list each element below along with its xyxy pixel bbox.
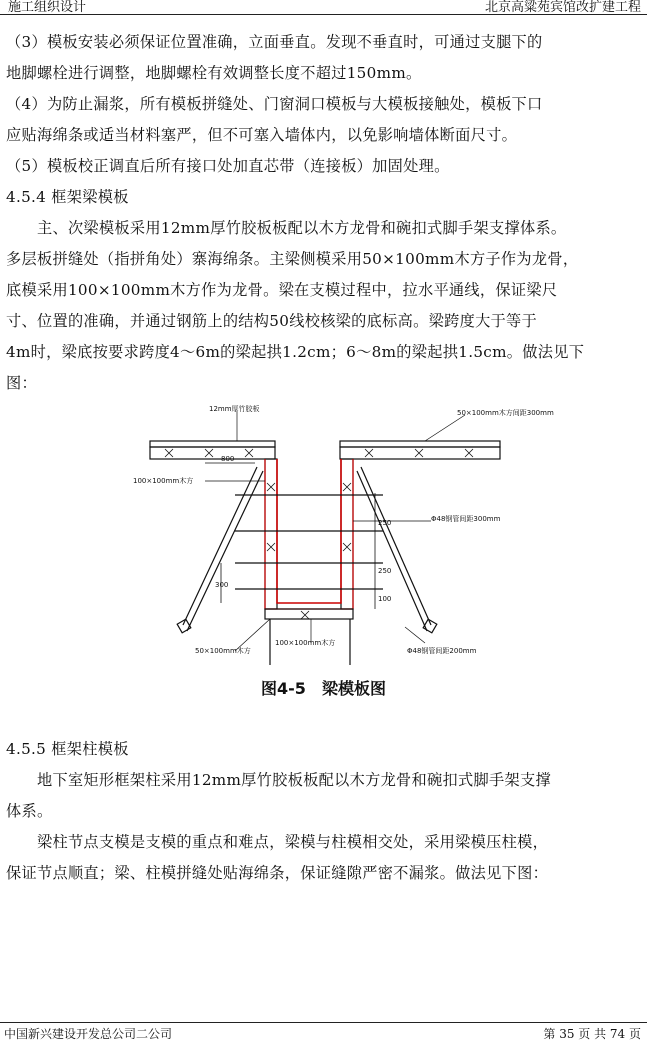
dim-250b: 250 <box>378 567 392 575</box>
timber-cross <box>365 449 373 457</box>
timber-cross <box>267 483 275 491</box>
label-bottom-mid: 100×100mm木方 <box>275 639 336 647</box>
paragraph-line: 保证节点顺直；梁、柱模拼缝处贴海绵条，保证缝隙严密不漏浆。做法见下图： <box>6 864 549 882</box>
timber-cross <box>245 449 253 457</box>
label-bottom-right: Φ48钢管间距200mm <box>407 647 477 655</box>
paragraph-line: 主、次梁模板采用12mm厚竹胶板板配以木方龙骨和碗扣式脚手架支撑体系。 <box>6 219 567 237</box>
paragraph-line: 寸、位置的准确，并通过钢筋上的结构50线校核梁的底标高。梁跨度大于等于 <box>6 312 538 330</box>
timber-cross <box>415 449 423 457</box>
leader-top-right <box>425 415 465 441</box>
timber-cross <box>301 611 309 619</box>
paragraph-line: 地下室矩形框架柱采用12mm厚竹胶板板配以木方龙骨和碗扣式脚手架支撑 <box>6 771 551 789</box>
paragraph-line: （3）模板安装必须保证位置准确，立面垂直。发现不垂直时，可通过支腿下的 <box>6 33 543 51</box>
brace-right <box>361 467 431 625</box>
page-number: 第 35 页 共 74 页 <box>543 1027 641 1041</box>
page-header <box>0 0 647 16</box>
dim-800: 800 <box>221 455 235 463</box>
label-steel-pipe: Φ48钢管间距300mm <box>431 515 501 523</box>
slab-timber-right <box>340 447 500 459</box>
label-board: 12mm厚竹胶板 <box>209 405 260 413</box>
paragraph-line: （5）模板校正调直后所有接口处加直芯带（连接板）加固处理。 <box>6 157 450 175</box>
header-left: 施工组织设计 <box>8 0 87 15</box>
leader-bottom-right <box>405 627 425 643</box>
timber-cross <box>343 543 351 551</box>
dim-300: 300 <box>215 581 229 589</box>
paragraph-line: 图： <box>6 374 37 392</box>
paragraph-line: 地脚螺栓进行调整，地脚螺栓有效调整长度不超过150mm。 <box>6 64 422 82</box>
beam-formwork-outer <box>265 459 353 609</box>
paragraph-line: （4）为防止漏浆，所有模板拼缝处、门窗洞口模板与大模板接触处，模板下口 <box>6 95 543 113</box>
section-heading: 4.5.5 框架柱模板 <box>6 740 129 758</box>
slab-right <box>340 441 500 447</box>
paragraph-line: 应贴海绵条或适当材料塞严，但不可塞入墙体内，以免影响墙体断面尺寸。 <box>6 126 518 144</box>
label-left-timber: 100×100mm木方 <box>133 477 194 485</box>
beam-formwork-diagram <box>125 403 554 673</box>
figure-caption: 图4-5 梁模板图 <box>261 679 386 698</box>
header-right: 北京高粱苑宾馆改扩建工程 <box>484 0 641 15</box>
beam-side-left <box>265 459 277 609</box>
timber-cross <box>465 449 473 457</box>
footer-rule <box>0 1022 647 1023</box>
beam-side-right <box>341 459 353 609</box>
dim-250a: 250 <box>378 519 392 527</box>
beam-bottom-timber <box>265 609 353 619</box>
footer-left: 中国新兴建设开发总公司二公司 <box>4 1027 173 1041</box>
dim-100: 100 <box>378 595 392 603</box>
beam-formwork-figure <box>125 403 554 677</box>
paragraph-line: 体系。 <box>6 802 53 820</box>
paragraph-line: 梁柱节点支模是支模的重点和难点，梁模与柱模相交处，采用梁模压柱模， <box>6 833 549 851</box>
page-footer <box>0 1022 647 1042</box>
paragraph-line: 多层板拼缝处（指拼角处）寨海绵条。主梁侧模采用50×100mm木方子作为龙骨， <box>6 250 579 268</box>
timber-cross <box>343 483 351 491</box>
label-bottom-left: 50×100mm木方 <box>195 647 251 655</box>
section-heading: 4.5.4 框架梁模板 <box>6 188 129 206</box>
header-rule <box>0 14 647 15</box>
timber-cross <box>165 449 173 457</box>
paragraph-line: 4m时，梁底按要求跨度4～6m的梁起拱1.2cm；6～8m的梁起拱1.5cm。做法见下 <box>6 343 585 361</box>
label-top-right: 50×100mm木方间距300mm <box>457 409 554 417</box>
brace-left <box>183 467 257 625</box>
paragraph-line: 底模采用100×100mm木方作为龙骨。梁在支模过程中，拉水平通线，保证梁尺 <box>6 281 558 299</box>
timber-cross <box>267 543 275 551</box>
slab-left <box>150 441 275 447</box>
timber-cross <box>205 449 213 457</box>
